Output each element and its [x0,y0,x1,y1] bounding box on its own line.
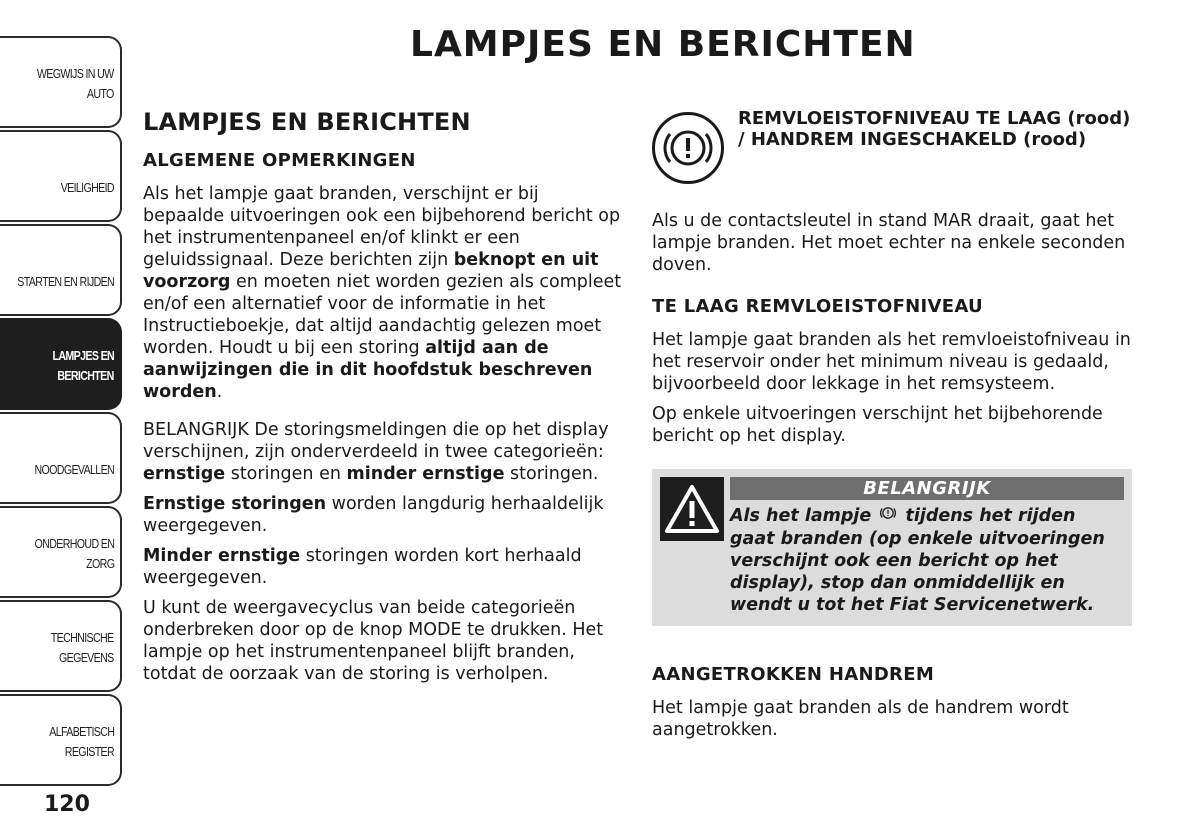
subtitle-low-fluid: TE LAAG REMVLOEISTOFNIVEAU [652,296,983,317]
chapter-tab-8[interactable] [0,694,122,786]
text-run: worden langdurig herhaaldelijk weergegeven. [143,494,604,536]
chapter-tab-label: ALFABETISCH [48,724,114,739]
paragraph-display: Op enkele uitvoeringen verschijnt het bijbehorende bericht op het display. [652,404,1103,446]
subtitle-handbrake: AANGETROKKEN HANDREM [652,664,935,685]
paragraph-low-fluid: Het lampje gaat branden als het remvloeistofniveau in het reservoir onder het minimum niveau is gedaald, bijvoorbeeld door lekkage in het remsysteem. [652,330,1131,394]
subtitle-general-remarks: ALGEMENE OPMERKINGEN [143,150,416,171]
page-number: 120 [44,792,90,817]
paragraph-intro [143,183,623,403]
notice-text-b: tijdens het rijden gaat branden (op enkele uitvoeringen verschijnt ook een bericht op het display), stop dan onmiddellijk en wendt u tot het Fiat Servicenetwerk. [730,506,1105,615]
chapter-tab-6[interactable] [0,506,122,598]
notice-text-a: Als het lampje [730,506,878,526]
brake-warning-inline-icon [877,504,899,528]
text-run: Als het lampje gaat branden, verschijnt er bij bepaalde uitvoeringen ook een bijbehorend bericht op het instrumentenpaneel en/of klinkt er een geluidssignaal. Deze berichten zijn [143,184,621,270]
paragraph-handbrake: Het lampje gaat branden als de handrem wordt aangetrokken. [652,698,1069,740]
chapter-tab-label: BERICHTEN [57,368,114,383]
chapter-tab-4[interactable] [0,318,122,410]
text-run: minder ernstige [346,464,505,484]
important-banner: BELANGRIJK [730,477,1124,500]
paragraph-mode: U kunt de weergavecyclus van beide categorieën onderbreken door op de knop MODE te drukken. Het lampje op het instrumentenpaneel blijft branden, totdat de oorzaak van de storing is verholpen. [143,598,604,684]
chapter-tab-label: REGISTER [64,744,114,759]
text-run: en moeten niet worden gezien als compleet en/of een alternatief voor de informatie in het Instructieboekje, dat altijd aandachtig gelezen moet worden. Houdt u bij een storing [143,272,622,358]
text-run: storingen worden kort herhaald weergegeven. [143,546,582,588]
chapter-tab-label: VEILIGHEID [60,180,114,195]
warning-title: REMVLOEISTOFNIVEAU TE LAAG (rood) / HANDREM INGESCHAKELD (rood) [738,108,1131,150]
text-run: storingen. [504,464,599,484]
page-title: LAMPJES EN BERICHTEN [410,24,916,65]
notice-text-start [730,504,1124,616]
left-column [143,108,623,693]
warning-triangle-icon [660,477,724,541]
chapter-tab-label: ONDERHOUD EN [34,536,114,551]
chapter-tab-label: TECHNISCHE [51,630,114,645]
chapter-tab-3[interactable] [0,224,122,316]
chapter-tab-label: STARTEN EN RIJDEN [17,274,114,289]
chapter-tab-label: LAMPJES EN [52,348,114,363]
paragraph-severe [143,493,623,537]
text-run: BELANGRIJK De storingsmeldingen die op het display verschijnen, zijn onderverdeeld in twee categorieën: [143,420,609,462]
text-run: altijd aan de aanwijzingen die in dit hoofdstuk beschreven worden [143,338,593,402]
chapter-tab-label: WEGWIJS IN UW [37,66,114,81]
chapter-tab-label: NOODGEVALLEN [34,462,114,477]
text-run: Minder ernstige [143,546,301,566]
chapter-tab-label: ZORG [85,556,114,571]
text-run: Ernstige storingen [143,494,327,514]
warning-header [652,108,1132,184]
text-run: ernstige [143,464,226,484]
chapter-tab-label: GEGEVENS [59,650,114,665]
text-run: beknopt en uit voorzorg [143,250,599,292]
section-title: LAMPJES EN BERICHTEN [143,108,471,136]
chapter-tab-5[interactable] [0,412,122,504]
chapter-tab-label: AUTO [87,86,114,101]
chapter-tab-2[interactable] [0,130,122,222]
brake-warning-icon [652,112,724,184]
chapter-tab-7[interactable] [0,600,122,692]
text-run: storingen en [225,464,347,484]
paragraph-minor [143,545,623,589]
chapter-tab-1[interactable] [0,36,122,128]
right-column [652,108,1132,749]
paragraph-important [143,419,623,485]
text-run: . [216,382,223,402]
important-notice-box [652,469,1132,626]
paragraph-contact: Als u de contactsleutel in stand MAR draait, gaat het lampje branden. Het moet echter na enkele seconden doven. [652,211,1126,275]
